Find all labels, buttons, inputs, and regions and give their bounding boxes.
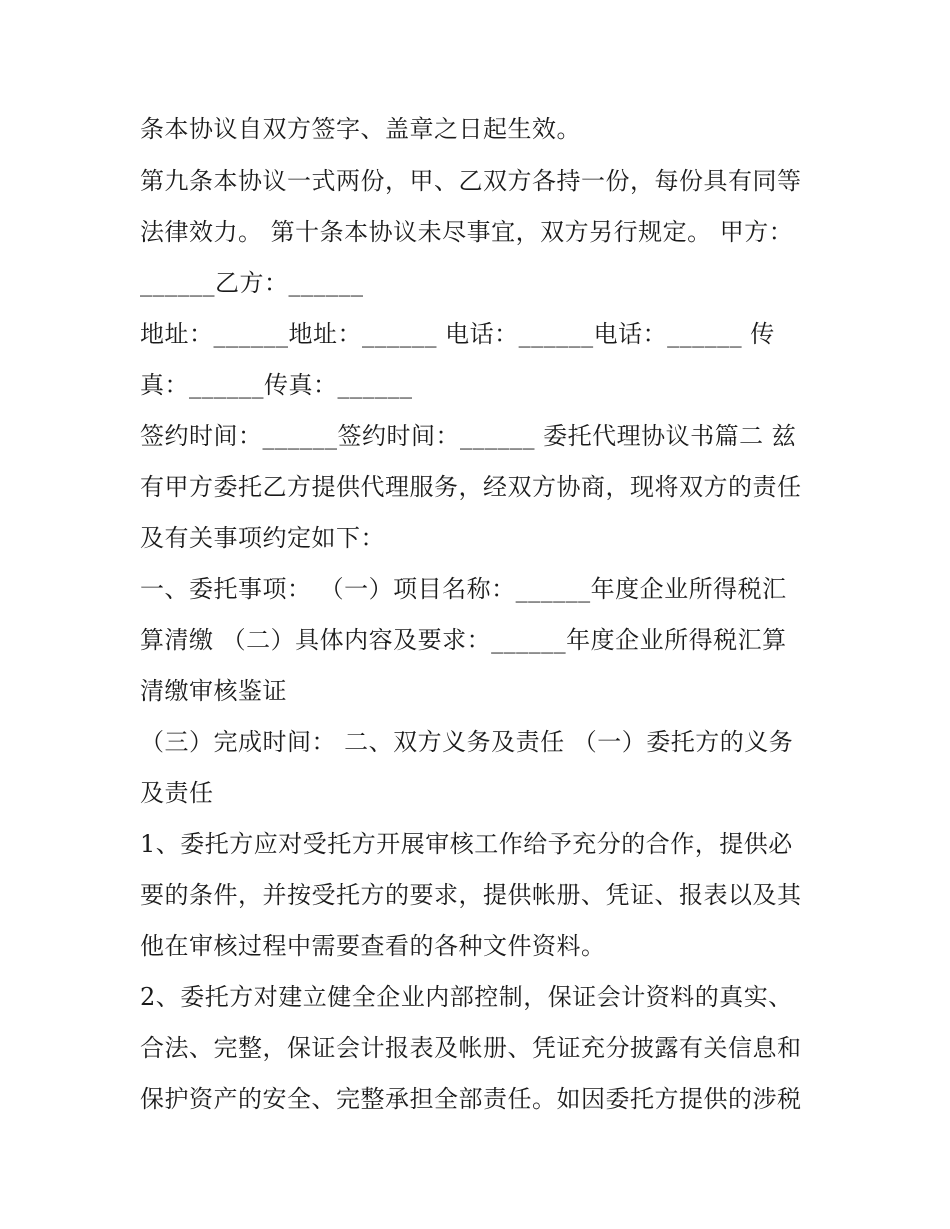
text-line: 条本协议自双方签字、盖章之日起生效。 (140, 115, 581, 143)
text-line: 保护资产的安全、完整承担全部责任。如因委托方提供的涉税 (140, 1085, 802, 1113)
text-line: 及有关事项约定如下： (140, 524, 385, 552)
text-line: 真：______传真：______ (140, 371, 413, 399)
text-line: 他在审核过程中需要查看的各种文件资料。 (140, 932, 606, 960)
text-line: 2、委托方对建立健全企业内部控制，保证会计资料的真实、 (140, 983, 793, 1011)
text-line: 第九条本协议一式两份，甲、乙双方各持一份，每份具有同等 (140, 167, 802, 195)
text-line: 地址：______地址：______ 电话：______电话：______ 传 (140, 320, 775, 348)
text-line: 有甲方委托乙方提供代理服务，经双方协商，现将双方的责任 (140, 473, 802, 501)
text-line: 及责任 (140, 779, 214, 807)
text-line: 签约时间：______签约时间：______ 委托代理协议书篇二 兹 (140, 422, 797, 450)
text-line: 要的条件，并按受托方的要求，提供帐册、凭证、报表以及其 (140, 881, 802, 909)
text-line: 一、委托事项： （一）项目名称：______年度企业所得税汇 (140, 575, 787, 603)
text-line: 清缴审核鉴证 (140, 677, 287, 705)
text-line: （三）完成时间： 二、双方义务及责任 （一）委托方的义务 (140, 728, 794, 756)
text-line: ______乙方：______ (140, 269, 364, 297)
text-line: 法律效力。 第十条本协议未尽事宜，双方另行规定。 甲方： (140, 218, 794, 246)
text-line: 1、委托方应对受托方开展审核工作给予充分的合作，提供必 (140, 830, 793, 858)
text-line: 合法、完整，保证会计报表及帐册、凭证充分披露有关信息和 (140, 1034, 802, 1062)
text-line: 算清缴 （二）具体内容及要求：______年度企业所得税汇算 (140, 626, 787, 654)
